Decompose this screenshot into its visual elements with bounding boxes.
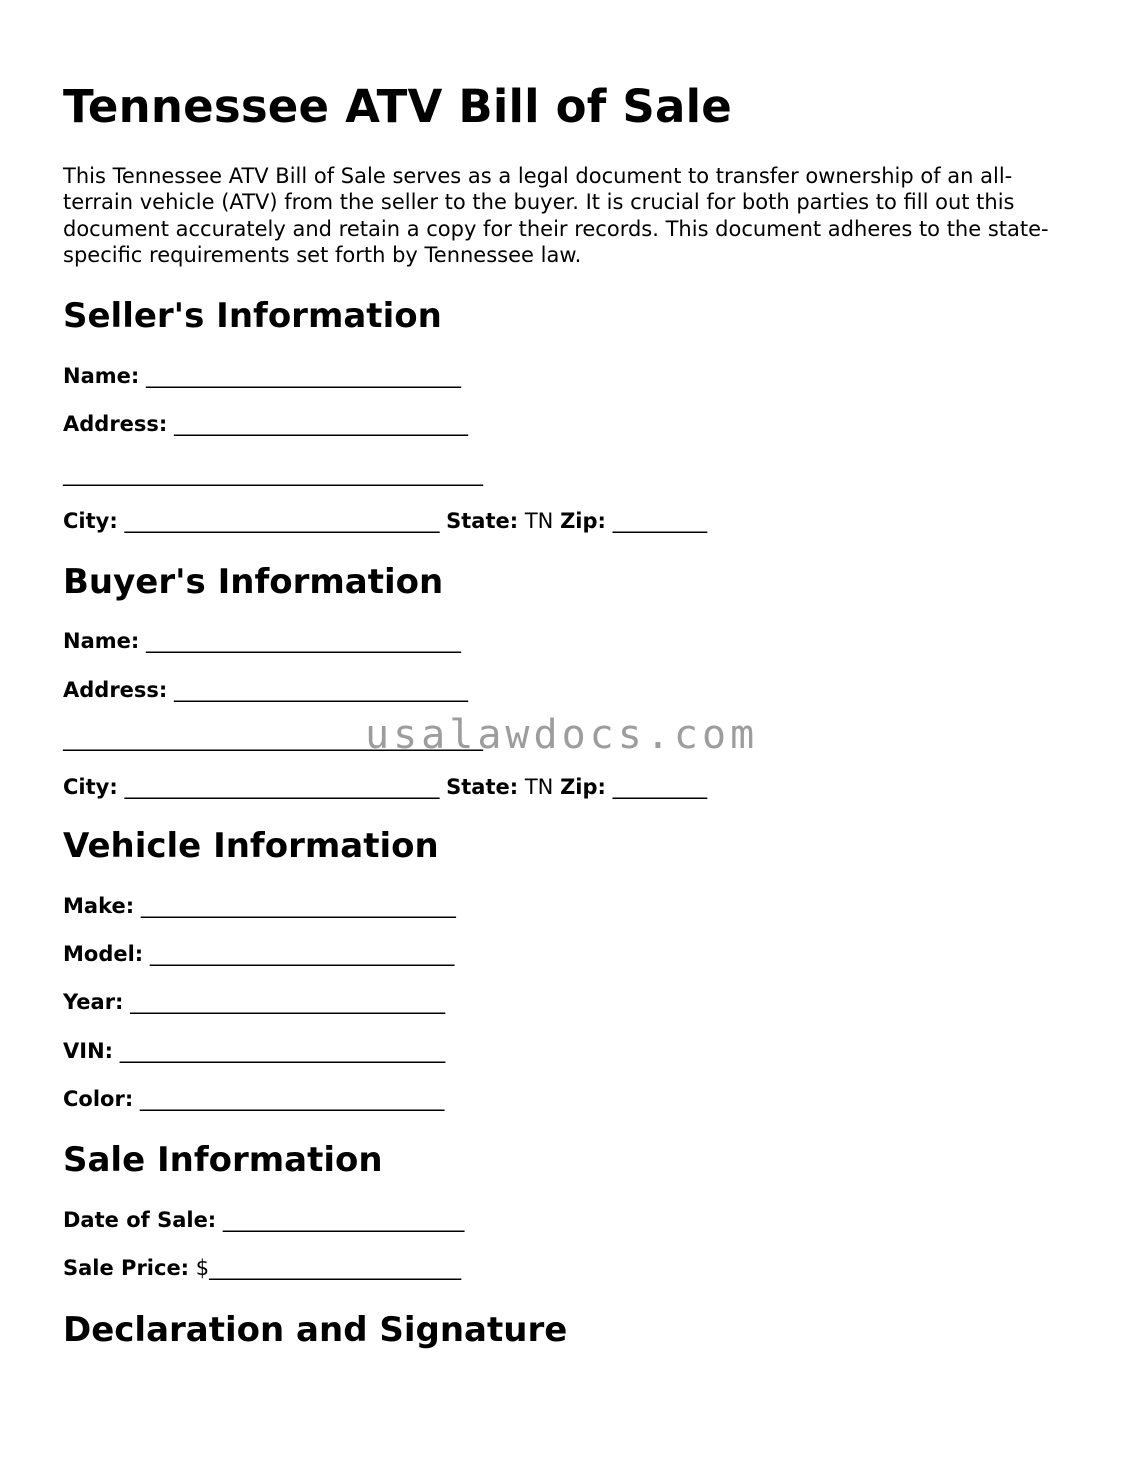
seller-state-value: TN [524,509,554,533]
seller-zip-blank[interactable]: _________ [612,509,708,533]
vehicle-year-label: Year: [63,990,124,1014]
seller-zip-label: Zip: [560,509,606,533]
sale-price-blank[interactable]: ________________________ [209,1256,462,1280]
vehicle-color-blank[interactable]: _____________________________ [139,1087,445,1111]
vehicle-year-field[interactable] [63,990,445,1014]
seller-name-blank[interactable]: ______________________________ [145,364,461,388]
seller-heading: Seller's Information [63,296,442,336]
vehicle-color-label: Color: [63,1087,134,1111]
buyer-zip-blank[interactable]: _________ [612,775,708,799]
buyer-address-label: Address: [63,678,168,702]
buyer-city-state-zip [63,775,707,799]
buyer-name-blank[interactable]: ______________________________ [145,629,461,653]
vehicle-color-field[interactable] [63,1087,444,1111]
buyer-name-field[interactable] [63,629,461,653]
seller-address-label: Address: [63,412,168,436]
intro-paragraph: This Tennessee ATV Bill of Sale serves as a legal document to transfer ownership of an all-terrain vehicle (ATV) from the seller to the buyer. It is crucial for both parties to fill out this document accurately and retain a copy for their records. This document adheres to the state-specific requirements set forth by Tennessee law. [63,164,1049,267]
vehicle-year-blank[interactable]: ______________________________ [130,990,446,1014]
vehicle-vin-blank[interactable]: _______________________________ [119,1039,446,1063]
buyer-name-label: Name: [63,629,140,653]
seller-address2-blank[interactable]: ________________________________________ [63,462,483,486]
seller-city-label: City: [63,509,118,533]
sale-date-label: Date of Sale: [63,1208,217,1232]
seller-name-field[interactable] [63,364,461,388]
sale-price-field[interactable] [63,1256,461,1280]
vehicle-vin-field[interactable] [63,1039,445,1063]
seller-name-label: Name: [63,364,140,388]
page-title: Tennessee ATV Bill of Sale [63,80,732,133]
vehicle-model-blank[interactable]: _____________________________ [149,942,455,966]
watermark: usalawdocs.com [365,712,759,758]
seller-address-blank[interactable]: ____________________________ [174,412,469,436]
buyer-zip-label: Zip: [560,775,606,799]
buyer-state-label: State: [446,775,519,799]
seller-address2-field[interactable] [63,462,483,486]
buyer-city-label: City: [63,775,118,799]
sale-heading: Sale Information [63,1140,383,1180]
sale-price-label: Sale Price: [63,1256,190,1280]
seller-city-blank[interactable]: ______________________________ [124,509,440,533]
seller-state-label: State: [446,509,519,533]
sale-date-field[interactable] [63,1208,464,1232]
buyer-state-value: TN [524,775,554,799]
vehicle-model-field[interactable] [63,942,454,966]
vehicle-make-label: Make: [63,894,135,918]
buyer-heading: Buyer's Information [63,562,444,602]
seller-address-field[interactable] [63,412,468,436]
vehicle-make-blank[interactable]: ______________________________ [140,894,456,918]
buyer-city-blank[interactable]: ______________________________ [124,775,440,799]
vehicle-heading: Vehicle Information [63,826,439,866]
buyer-address-blank[interactable]: ____________________________ [174,678,469,702]
buyer-address2-blank[interactable]: ________________________________________ [63,727,483,751]
vehicle-vin-label: VIN: [63,1039,114,1063]
vehicle-make-field[interactable] [63,894,456,918]
sale-date-blank[interactable]: _______________________ [222,1208,465,1232]
declaration-heading: Declaration and Signature [63,1310,568,1350]
buyer-address-field[interactable] [63,678,468,702]
sale-price-prefix: $ [195,1256,210,1280]
vehicle-model-label: Model: [63,942,144,966]
seller-city-state-zip [63,509,707,533]
